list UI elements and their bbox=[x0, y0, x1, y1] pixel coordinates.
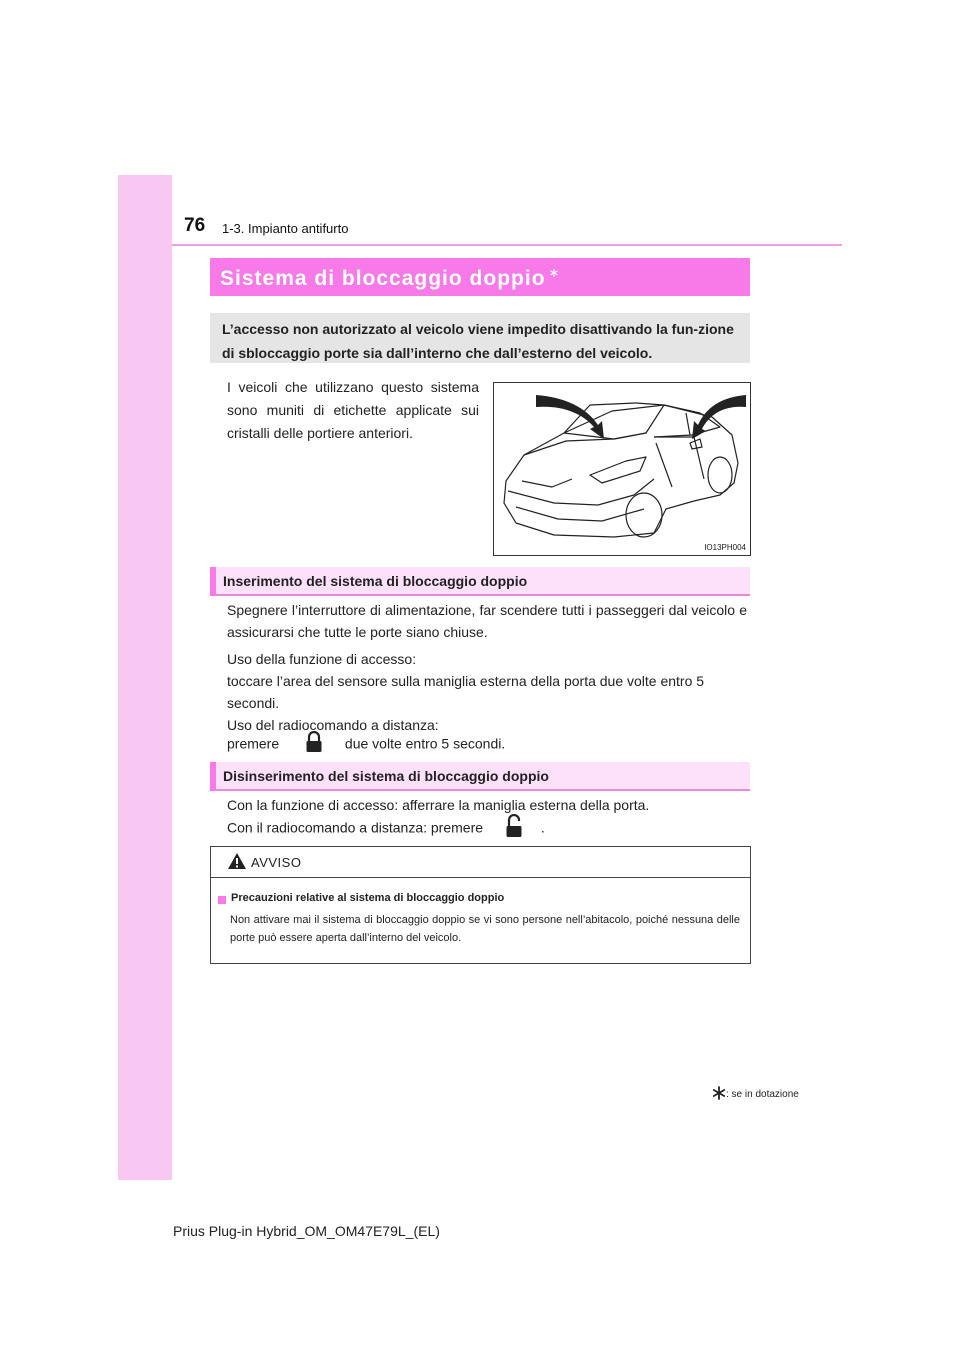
unset-remote-end: . bbox=[540, 819, 545, 836]
car-drawing bbox=[494, 383, 750, 555]
footer-doc-id: Prius Plug-in Hybrid_OM_OM47E79L_(EL) bbox=[173, 1223, 440, 1239]
set-instruction: Spegnere l’interruttore di alimentazione, far scendere tutti i passeggeri dal veicolo e assicurarsi che tutte le porte siano chiuse. bbox=[227, 602, 747, 640]
warning-label: AVVISO bbox=[251, 855, 302, 870]
intro-text: L’accesso non autorizzato al veicolo viene impedito disattivando la fun-zione di sbloccaggio porte sia dall’interno che dall’esterno del veicolo. bbox=[222, 321, 734, 361]
car-illustration bbox=[493, 382, 751, 556]
unset-remote-label: Con il radiocomando a distanza: premere bbox=[227, 819, 484, 836]
footnote-text: : se in dotazione bbox=[726, 1089, 799, 1100]
section-reference: 1-3. Impianto antifurto bbox=[222, 221, 349, 236]
set-press-word: premere bbox=[227, 735, 280, 752]
set-entry-text: toccare l’area del sensore sulla maniglia esterna della porta due volte entro 5 secondi. bbox=[227, 673, 705, 711]
page-title-text: Sistema di bloccaggio doppio bbox=[220, 267, 546, 290]
set-press-rest: due volte entro 5 secondi. bbox=[344, 735, 506, 752]
body-paragraph: I veicoli che utilizzano questo sistema sono muniti di etichette applicate sui cristalli delle portiere anteriori. bbox=[227, 379, 479, 441]
warning-header-divider bbox=[210, 877, 751, 878]
section-unset-heading: Disinserimento del sistema di bloccaggio doppio bbox=[223, 768, 549, 784]
set-remote-label: Uso del radiocomando a distanza: bbox=[227, 717, 439, 733]
unset-remote-text bbox=[227, 814, 747, 844]
section-set-heading: Inserimento del sistema di bloccaggio doppio bbox=[223, 573, 528, 589]
warning-item-body: Non attivare mai il sistema di bloccaggio doppio se vi sono persone nell’abitacolo, poiché nessuna delle porte può essere aperta dall’interno del veicolo. bbox=[230, 914, 740, 944]
side-tab bbox=[118, 175, 172, 1180]
warning-triangle-icon bbox=[227, 852, 247, 875]
unlock-icon bbox=[505, 814, 523, 844]
set-remote-text bbox=[227, 731, 747, 759]
set-entry-label: Uso della funzione di accesso: bbox=[227, 651, 417, 667]
warning-item-title: Precauzioni relative al sistema di bloccaggio doppio bbox=[231, 892, 505, 904]
page-title bbox=[220, 265, 560, 291]
section-unset-marker bbox=[210, 762, 216, 791]
footnote-asterisk-icon bbox=[712, 1086, 726, 1105]
page-number: 76 bbox=[184, 215, 206, 236]
unset-entry-text: Con la funzione di accesso: afferrare la maniglia esterna della porta. bbox=[227, 797, 650, 813]
section-set-marker bbox=[210, 567, 216, 596]
lock-icon bbox=[305, 731, 323, 759]
warning-bullet bbox=[218, 896, 226, 904]
optional-mark: ∗ bbox=[548, 265, 561, 280]
figure-code: IO13PH004 bbox=[704, 543, 746, 552]
header-divider bbox=[172, 244, 842, 246]
